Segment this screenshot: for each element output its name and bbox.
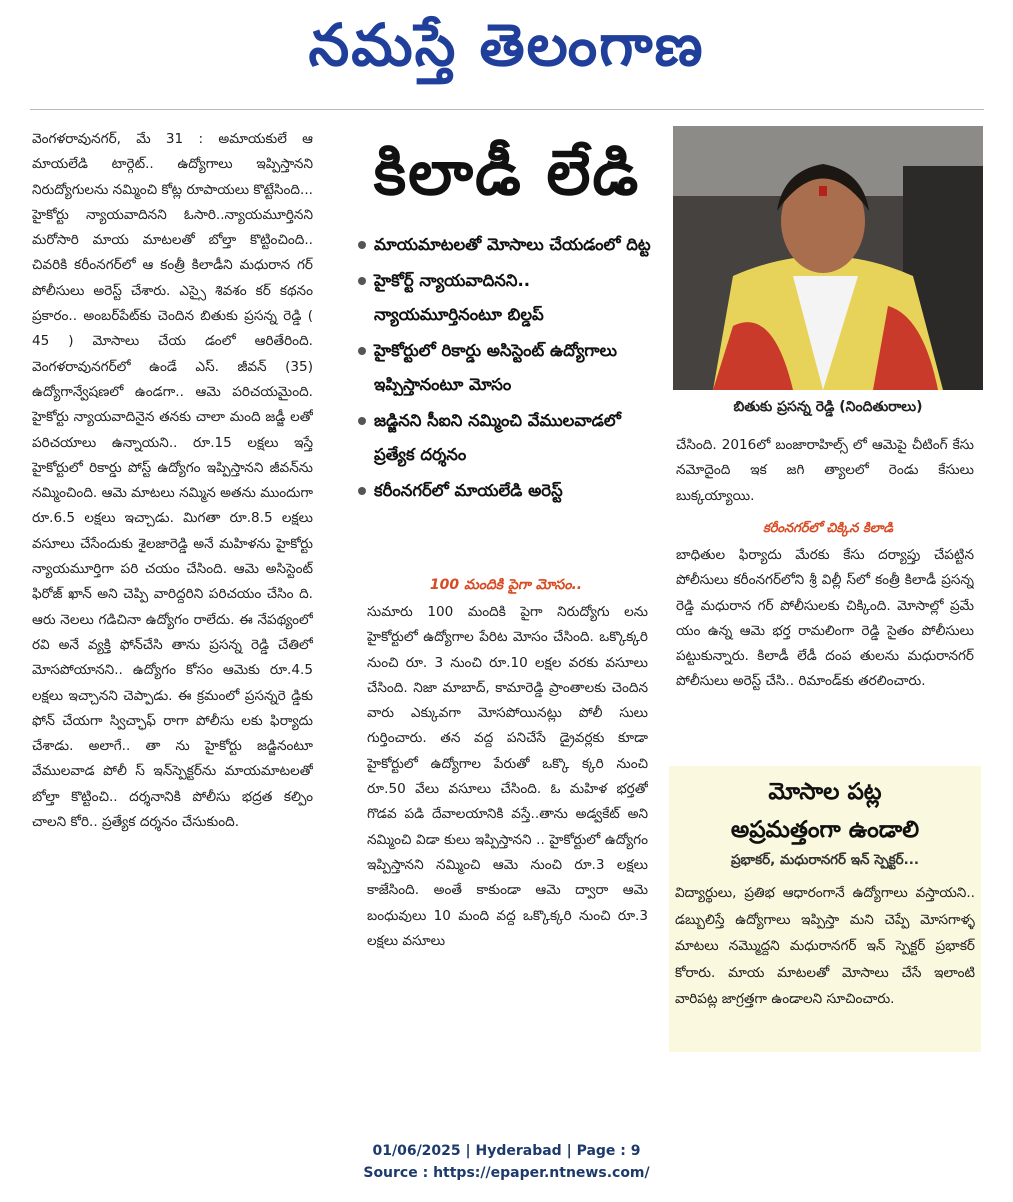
bullet-dot-icon [358,241,366,249]
middle-subhead: 100 మందికి పైగా మోసం.. [429,577,583,593]
advisory-headline-line2: అప్రమత్తంగా ఉండాలి [730,817,920,843]
article-headline: కిలాడీ లేడి [373,136,641,209]
highlight-item: హైకోర్టులో రికార్డు అసిస్టెంట్ ఉద్యోగాలు ఇప్పిస్తానంటూ మోసం [358,334,654,402]
left-column-text: వెంగళరావునగర్, మే 31 : అమాయకులే ఆ మాయలేడి టార్గెట్.. ఉద్యోగాలు ఇప్పిస్తానని నిరుద్యోగులను నమ్మించి కోట్ల రూపాయలు కొట్టేసింది... హైకోర్టు న్యాయవాదినని ఓసారి..న్యాయమూర్తినని మరోసారి మాయ మాటలతో బోల్తా కొట్టించింది.. చివరికి కరీంనగర్‌లో ఆ కంత్రీ కిలాడీని మధురాన గర్ పోలీసులు అరెస్ట్ చేశారు. ఎస్సై శివశం కర్ కథనం ప్రకారం.. అంబర్‌పేట్‌కు చెందిన బితుకు ప్రసన్న రెడ్డి ( 45 ) మోసాలు చేయ డంలో ఆరితేరింది. వెంగళరావునగర్‌లో ఉండే ఎస్. జీవన్ (35) ఉద్యోగాన్వేషణలో ఉండగా.. ఆమె పరిచయమైంది. హైకోర్టు న్యాయవాదినైన తనకు చాలా మంది జడ్జీ లతో పరిచయాలు ఉన్నాయని.. రూ.15 లక్షలు ఇస్తే హైకోర్టులో రికార్డు పోస్ట్ ఉద్యోగం ఇప్పిస్తానని జీవన్‌ను నమ్మించింది. ఆమె మాటలు నమ్మిన అతను ముందుగా రూ.6.5 లక్షలు ఇచ్చాడు. మిగతా రూ.8.5 లక్షలు వసూలు చేసేందుకు శైలజారెడ్డి అనే మహిళను హైకోర్టు న్యాయమూర్తిగా పరి చయం చేసింది. ఆమె అసిస్టెంట్ ఫిరోజ్ ఖాన్ అని చెప్పి వారిద్దరిని పరిచయం చేసిం ది. ఆరు నెలలు గడిచినా ఉద్యోగం రాలేదు. ఈ నేపథ్యంలో రవి అనే వ్యక్తి ఫోన్‌చేసి తాను ప్రసన్న రెడ్డి చేతిలో మోసపోయానని.. ఉద్యోగం కోసం ఆమెకు రూ.4.5 లక్షలు ఇచ్చానని చెప్పాడు. ఈ క్రమంలో ప్రసన్నరె డ్డికు ఫోన్ చేయగా స్విచ్ఛాఫ్ రాగా పోలీసు లకు ఫిర్యాదు చేశాడు. అలాగే.. తా ను హైకోర్టు జడ్జినంటూ వేములవాడ పోలీ స్ ఇన్‌స్పెక్టర్‌ను మాయమాటలతో బోల్తా కొట్టించి.. దర్శనానికి పోలీసు భద్రత కల్పిం చాలని కోరి.. ప్రత్యేక దర్శనం చేసుకుంది. [32,131,313,831]
highlight-item: కరీంనగర్‌లో మాయలేడి అరెస్ట్ [358,474,654,508]
middle-column-text: సుమారు 100 మందికి పైగా నిరుద్యోగు లను హైకోర్టులో ఉద్యోగాల పేరిట మోసం చేసింది. ఒక్కొక్కరి నుంచి రూ. 3 నుంచి రూ.10 లక్షల వరకు వసూలు చేసింది. నిజా మాబాద్, కామారెడ్డి ప్రాంతాలకు చెందిన వారు ఎక్కువగా మోసపోయినట్లు పోలీ సులు గుర్తించారు. తన వద్ద పనిచేసే డ్రైవర్లకు కూడా హైకోర్టులో ఉద్యోగాల పేరుతో ఒక్కొ క్కరి నుంచి రూ.50 వేలు వసూలు చేసింది. ఓ మహిళ భర్తతో గొడవ పడి దేవాలయానికి వస్తే..తాను అడ్వకేట్ అని నమ్మించి విడా కులు ఇప్పిస్తానని .. హైకోర్టులో ఉద్యోగం ఇప్పిస్తానని నమ్మించి ఆమె నుంచి రూ.3 లక్షలు కాజేసింది. అంతే కాకుండా ఆమె ద్వారా ఆమె బంధువులు 10 మంది వద్ద ఒక్కొక్కరి నుంచి రూ.3 లక్షలు వసూలు [367,604,648,949]
source-link[interactable]: Source : https://epaper.ntnews.com/ [363,1165,650,1181]
right-column-bottom [676,543,974,758]
highlights-list [358,228,654,578]
portrait-illustration [673,126,983,390]
bullet-dot-icon [358,417,366,425]
advisory-box [669,766,981,1052]
photo-caption: బితుకు ప్రసన్న రెడ్డి (నిందితురాలు) [733,399,923,415]
highlight-item: హైకోర్ట్ న్యాయవాదినని.. న్యాయమూర్తినంటూ బిల్డప్ [358,264,654,332]
masthead [0,6,1013,84]
right-column-bottom-text: బాధితుల ఫిర్యాదు మేరకు కేసు దర్యాప్తు చేపట్టిన పోలీసులు కరీంనగర్‌లోని శ్రీ విల్లీ స్‌లో కంత్రీ కిలాడీ ప్రసన్న రెడ్డి మధురాన గర్ పోలీసులకు చిక్కింది. మోసాల్లో ప్రమే యం ఉన్న ఆమె భర్త రామలింగా రెడ్డి సైతం పోలీసులు పట్టుకున్నారు. కిలాడీ లేడీ దంప తులను మధురానగర్ పోలీసులు అరెస్ట్ చేసి.. రిమాండ్‌కు తరలించారు. [676,547,974,690]
right-column-top [676,433,974,513]
page-info: 01/06/2025 | Hyderabad | Page : 9 [372,1143,641,1159]
newspaper-title: నమస్తే తెలంగాణ [308,11,705,79]
bullet-dot-icon [358,347,366,355]
highlight-item: మాయమాటలతో మోసాలు చేయడంలో దిట్ట [358,228,654,262]
accused-photo [673,126,983,390]
advisory-byline: ప్రభాకర్, మధురానగర్ ఇన్ స్పెక్టర్... [730,852,920,868]
bullet-dot-icon [358,277,366,285]
left-column [32,127,313,1047]
advisory-body: విద్యార్థులు, ప్రతిభ ఆధారంగానే ఉద్యోగాలు వస్తాయని.. డబ్బులిస్తే ఉద్యోగాలు ఇప్పిస్తా మని చెప్పే మోసగాళ్ళ మాటలు నమ్మొద్దని మధురానగర్ ఇన్ స్పెక్టర్ ప్రభాకర్ కోరారు. మాయ మాటలతో మోసాలు చేసే ఇలాంటి వారిపట్ల జాగ్రత్తగా ఉండాలని సూచించారు. [675,885,975,1007]
advisory-headline-line1: మోసాల పట్ల [768,779,882,805]
masthead-rule [30,109,984,110]
bullet-dot-icon [358,487,366,495]
highlight-item: జడ్జినని సీఐని నమ్మించి వేములవాడలో ప్రత్యేక దర్శనం [358,404,654,472]
right-subhead: కరీంనగర్‌లో చిక్కిన కిలాడి [762,521,894,536]
right-column-top-text: చేసింది. 2016లో బంజారాహిల్స్ లో ఆమెపై చీటింగ్ కేసు నమోదైంది ఇక జగి త్యాలలో రెండు కేసులు బుక్కయ్యాయి. [676,437,974,504]
middle-column [367,600,648,1040]
